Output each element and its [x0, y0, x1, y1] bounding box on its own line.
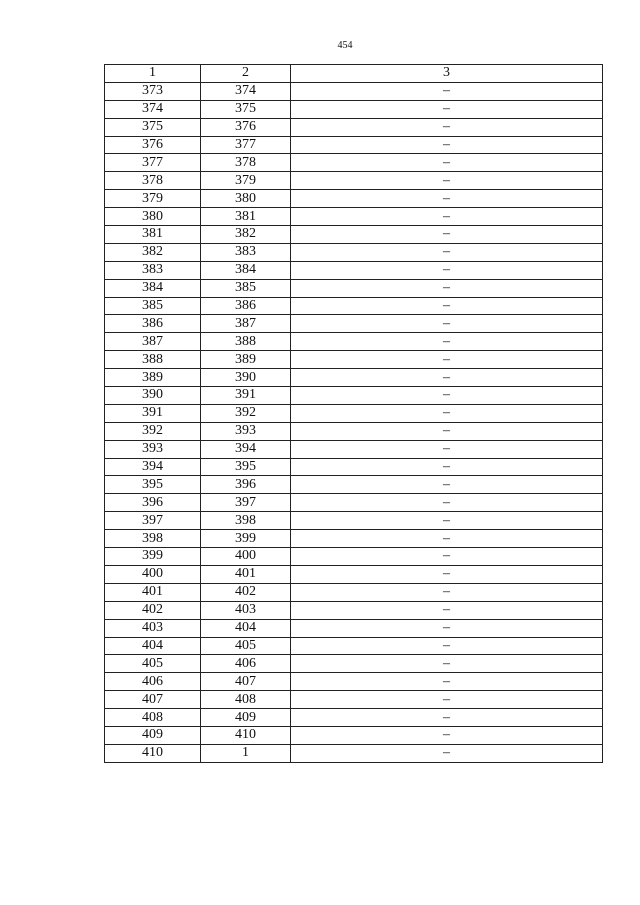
table-row [105, 261, 603, 279]
table-cell-col-2: 408 [201, 691, 291, 709]
table-cell-col-2: 379 [201, 172, 291, 190]
table-cell-col-2: 378 [201, 154, 291, 172]
table-row [105, 369, 603, 387]
table-cell-col-1: 394 [105, 458, 201, 476]
table-cell-col-1: 384 [105, 279, 201, 297]
table-cell-col-1: 398 [105, 530, 201, 548]
table-row [105, 440, 603, 458]
table-cell-col-2: 397 [201, 494, 291, 512]
table-row [105, 279, 603, 297]
table-row [105, 726, 603, 744]
table-cell-col-3: – [291, 387, 603, 405]
table-cell-col-1: 406 [105, 673, 201, 691]
table-cell-col-1: 407 [105, 691, 201, 709]
table-cell-col-1: 393 [105, 440, 201, 458]
table-cell-col-1: 400 [105, 565, 201, 583]
table-cell-col-2: 404 [201, 619, 291, 637]
column-header-3: 3 [291, 65, 603, 83]
table-cell-col-3: – [291, 440, 603, 458]
table-cell-col-3: – [291, 512, 603, 530]
table-row [105, 583, 603, 601]
table-row [105, 744, 603, 762]
table-cell-col-3: – [291, 297, 603, 315]
table-cell-col-3: – [291, 333, 603, 351]
table-cell-col-2: 383 [201, 243, 291, 261]
table-cell-col-3: – [291, 369, 603, 387]
table-cell-col-2: 388 [201, 333, 291, 351]
table-cell-col-1: 381 [105, 226, 201, 244]
table-cell-col-1: 399 [105, 548, 201, 566]
table-header [105, 65, 603, 83]
table-cell-col-2: 401 [201, 565, 291, 583]
table-cell-col-1: 403 [105, 619, 201, 637]
table-cell-col-2: 399 [201, 530, 291, 548]
table-cell-col-3: – [291, 619, 603, 637]
table-cell-col-1: 390 [105, 387, 201, 405]
table-cell-col-1: 402 [105, 601, 201, 619]
table-cell-col-1: 388 [105, 351, 201, 369]
table-row [105, 512, 603, 530]
table-cell-col-1: 408 [105, 709, 201, 727]
table-cell-col-1: 391 [105, 404, 201, 422]
table-row [105, 82, 603, 100]
table-cell-col-2: 384 [201, 261, 291, 279]
table-cell-col-1: 376 [105, 136, 201, 154]
table-row [105, 136, 603, 154]
table-row [105, 297, 603, 315]
table-cell-col-2: 376 [201, 118, 291, 136]
table-row [105, 709, 603, 727]
table-row [105, 333, 603, 351]
table-cell-col-3: – [291, 82, 603, 100]
table-cell-col-2: 377 [201, 136, 291, 154]
table-cell-col-1: 405 [105, 655, 201, 673]
table-cell-col-2: 407 [201, 673, 291, 691]
table-cell-col-1: 385 [105, 297, 201, 315]
table-cell-col-1: 374 [105, 100, 201, 118]
table-cell-col-1: 392 [105, 422, 201, 440]
table-row [105, 100, 603, 118]
table-cell-col-2: 396 [201, 476, 291, 494]
table-cell-col-1: 373 [105, 82, 201, 100]
table-cell-col-1: 389 [105, 369, 201, 387]
table-row [105, 476, 603, 494]
table-row [105, 351, 603, 369]
table-cell-col-2: 375 [201, 100, 291, 118]
table-cell-col-3: – [291, 404, 603, 422]
table-cell-col-1: 386 [105, 315, 201, 333]
table-row [105, 315, 603, 333]
table-cell-col-2: 394 [201, 440, 291, 458]
table-cell-col-1: 409 [105, 726, 201, 744]
table-cell-col-2: 387 [201, 315, 291, 333]
table-cell-col-2: 393 [201, 422, 291, 440]
table-cell-col-3: – [291, 226, 603, 244]
page-number: 454 [337, 40, 353, 51]
table-row [105, 404, 603, 422]
table-cell-col-3: – [291, 315, 603, 333]
table-row [105, 494, 603, 512]
table-row [105, 565, 603, 583]
table-cell-col-1: 377 [105, 154, 201, 172]
table-cell-col-1: 404 [105, 637, 201, 655]
table-cell-col-1: 383 [105, 261, 201, 279]
table-cell-col-3: – [291, 422, 603, 440]
table-row [105, 601, 603, 619]
table-cell-col-3: – [291, 637, 603, 655]
table-cell-col-1: 375 [105, 118, 201, 136]
table-cell-col-1: 378 [105, 172, 201, 190]
table-cell-col-2: 409 [201, 709, 291, 727]
table-cell-col-2: 374 [201, 82, 291, 100]
table-row [105, 530, 603, 548]
table-cell-col-3: – [291, 154, 603, 172]
table-row [105, 243, 603, 261]
table-cell-col-3: – [291, 100, 603, 118]
table-row [105, 655, 603, 673]
table-cell-col-3: – [291, 673, 603, 691]
table-cell-col-3: – [291, 351, 603, 369]
table-cell-col-3: – [291, 458, 603, 476]
table-cell-col-2: 380 [201, 190, 291, 208]
table-row [105, 458, 603, 476]
table-row [105, 691, 603, 709]
table-cell-col-3: – [291, 583, 603, 601]
table-cell-col-3: – [291, 655, 603, 673]
table-cell-col-3: – [291, 530, 603, 548]
table-cell-col-3: – [291, 136, 603, 154]
table-cell-col-1: 382 [105, 243, 201, 261]
table-cell-col-3: – [291, 118, 603, 136]
table-cell-col-2: 400 [201, 548, 291, 566]
table-row [105, 172, 603, 190]
table-cell-col-3: – [291, 261, 603, 279]
table-row [105, 208, 603, 226]
table-cell-col-2: 382 [201, 226, 291, 244]
table-cell-col-2: 406 [201, 655, 291, 673]
table-cell-col-3: – [291, 565, 603, 583]
table-row [105, 548, 603, 566]
table-cell-col-1: 395 [105, 476, 201, 494]
table-cell-col-3: – [291, 744, 603, 762]
table-cell-col-3: – [291, 494, 603, 512]
column-header-1: 1 [105, 65, 201, 83]
table-cell-col-2: 390 [201, 369, 291, 387]
table-row [105, 190, 603, 208]
table-cell-col-2: 410 [201, 726, 291, 744]
table-cell-col-3: – [291, 190, 603, 208]
table-cell-col-1: 379 [105, 190, 201, 208]
table-cell-col-1: 387 [105, 333, 201, 351]
table-cell-col-2: 1 [201, 744, 291, 762]
table-cell-col-3: – [291, 726, 603, 744]
table-cell-col-3: – [291, 691, 603, 709]
table-row [105, 118, 603, 136]
header-row [105, 65, 603, 83]
table-cell-col-3: – [291, 172, 603, 190]
table-cell-col-2: 392 [201, 404, 291, 422]
table-cell-col-3: – [291, 279, 603, 297]
table-row [105, 387, 603, 405]
table-cell-col-2: 402 [201, 583, 291, 601]
table-row [105, 154, 603, 172]
table-cell-col-2: 386 [201, 297, 291, 315]
table-cell-col-3: – [291, 601, 603, 619]
table-cell-col-1: 380 [105, 208, 201, 226]
table-row [105, 422, 603, 440]
table-body [105, 82, 603, 762]
table-cell-col-3: – [291, 208, 603, 226]
table-row [105, 673, 603, 691]
column-header-2: 2 [201, 65, 291, 83]
table-cell-col-2: 391 [201, 387, 291, 405]
table-row [105, 226, 603, 244]
table-row [105, 637, 603, 655]
table-cell-col-3: – [291, 476, 603, 494]
table-cell-col-2: 403 [201, 601, 291, 619]
table-cell-col-3: – [291, 243, 603, 261]
table-cell-col-1: 396 [105, 494, 201, 512]
table-cell-col-1: 397 [105, 512, 201, 530]
table-cell-col-1: 410 [105, 744, 201, 762]
table-cell-col-2: 389 [201, 351, 291, 369]
table-cell-col-2: 385 [201, 279, 291, 297]
data-table [104, 64, 603, 763]
table-cell-col-2: 395 [201, 458, 291, 476]
table-cell-col-2: 381 [201, 208, 291, 226]
table-cell-col-2: 405 [201, 637, 291, 655]
table-cell-col-3: – [291, 709, 603, 727]
table-row [105, 619, 603, 637]
table-cell-col-2: 398 [201, 512, 291, 530]
table-cell-col-1: 401 [105, 583, 201, 601]
table-cell-col-3: – [291, 548, 603, 566]
